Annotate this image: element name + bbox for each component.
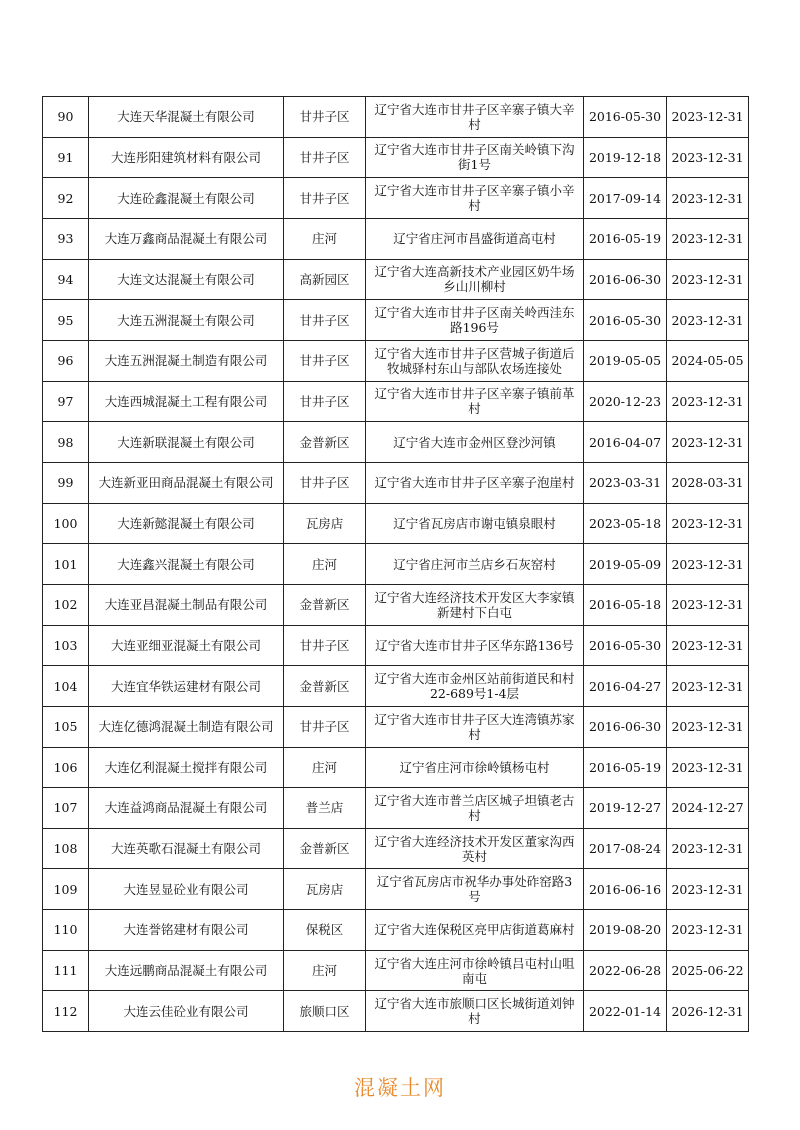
row-number-cell: 101 <box>43 544 89 585</box>
company-name-cell: 大连彤阳建筑材料有限公司 <box>89 137 284 178</box>
district-cell: 甘井子区 <box>284 625 366 666</box>
row-number-cell: 99 <box>43 462 89 503</box>
end-date-cell: 2028-03-31 <box>667 462 749 503</box>
address-cell: 辽宁省大连保税区亮甲店街道葛麻村 <box>366 910 584 951</box>
address-cell: 辽宁省大连市甘井子区辛寨子镇小辛村 <box>366 178 584 219</box>
district-cell: 庄河 <box>284 747 366 788</box>
end-date-cell: 2025-06-22 <box>667 950 749 991</box>
row-number-cell: 90 <box>43 97 89 138</box>
district-cell: 高新园区 <box>284 259 366 300</box>
address-cell: 辽宁省庄河市徐岭镇杨屯村 <box>366 747 584 788</box>
end-date-cell: 2023-12-31 <box>667 137 749 178</box>
company-name-cell: 大连新联混凝土有限公司 <box>89 422 284 463</box>
district-cell: 甘井子区 <box>284 300 366 341</box>
table-row <box>43 747 749 788</box>
table-row <box>43 300 749 341</box>
company-name-cell: 大连亚细亚混凝土有限公司 <box>89 625 284 666</box>
row-number-cell: 106 <box>43 747 89 788</box>
company-name-cell: 大连天华混凝土有限公司 <box>89 97 284 138</box>
table-row <box>43 178 749 219</box>
company-name-cell: 大连昱显砼业有限公司 <box>89 869 284 910</box>
address-cell: 辽宁省大连庄河市徐岭镇吕屯村山咀南屯 <box>366 950 584 991</box>
district-cell: 甘井子区 <box>284 137 366 178</box>
watermark-text: 混凝土网 <box>354 1076 446 1100</box>
company-name-cell: 大连五洲混凝土制造有限公司 <box>89 340 284 381</box>
address-cell: 辽宁省大连市甘井子区辛寨子镇大辛村 <box>366 97 584 138</box>
start-date-cell: 2022-06-28 <box>584 950 667 991</box>
row-number-cell: 94 <box>43 259 89 300</box>
address-cell: 辽宁省庄河市昌盛街道高屯村 <box>366 218 584 259</box>
company-name-cell: 大连云佳砼业有限公司 <box>89 991 284 1032</box>
company-name-cell: 大连亚昌混凝土制品有限公司 <box>89 584 284 625</box>
district-cell: 普兰店 <box>284 788 366 829</box>
start-date-cell: 2016-06-30 <box>584 706 667 747</box>
table-row <box>43 625 749 666</box>
address-cell: 辽宁省大连市普兰店区城子坦镇老古村 <box>366 788 584 829</box>
company-name-cell: 大连鑫兴混凝土有限公司 <box>89 544 284 585</box>
address-cell: 辽宁省大连经济技术开发区大李家镇新建村下白屯 <box>366 584 584 625</box>
row-number-cell: 108 <box>43 828 89 869</box>
end-date-cell: 2023-12-31 <box>667 828 749 869</box>
table-row <box>43 137 749 178</box>
table-row <box>43 259 749 300</box>
end-date-cell: 2024-12-27 <box>667 788 749 829</box>
company-name-cell: 大连五洲混凝土有限公司 <box>89 300 284 341</box>
table-row <box>43 666 749 707</box>
start-date-cell: 2016-06-16 <box>584 869 667 910</box>
table-row <box>43 462 749 503</box>
row-number-cell: 92 <box>43 178 89 219</box>
end-date-cell: 2023-12-31 <box>667 178 749 219</box>
row-number-cell: 110 <box>43 910 89 951</box>
district-cell: 金普新区 <box>284 666 366 707</box>
table-row <box>43 910 749 951</box>
end-date-cell: 2023-12-31 <box>667 910 749 951</box>
address-cell: 辽宁省大连市甘井子区营城子街道后牧城驿村东山与部队农场连接处 <box>366 340 584 381</box>
start-date-cell: 2019-05-09 <box>584 544 667 585</box>
end-date-cell: 2023-12-31 <box>667 218 749 259</box>
table-row <box>43 828 749 869</box>
row-number-cell: 98 <box>43 422 89 463</box>
district-cell: 庄河 <box>284 950 366 991</box>
company-name-cell: 大连砼鑫混凝土有限公司 <box>89 178 284 219</box>
row-number-cell: 100 <box>43 503 89 544</box>
row-number-cell: 103 <box>43 625 89 666</box>
end-date-cell: 2023-12-31 <box>667 259 749 300</box>
start-date-cell: 2017-08-24 <box>584 828 667 869</box>
start-date-cell: 2019-05-05 <box>584 340 667 381</box>
district-cell: 庄河 <box>284 544 366 585</box>
company-name-cell: 大连新懿混凝土有限公司 <box>89 503 284 544</box>
table-row <box>43 788 749 829</box>
table-row <box>43 544 749 585</box>
table-row <box>43 584 749 625</box>
address-cell: 辽宁省大连市甘井子区南关岭西洼东路196号 <box>366 300 584 341</box>
end-date-cell: 2023-12-31 <box>667 666 749 707</box>
district-cell: 甘井子区 <box>284 381 366 422</box>
district-cell: 保税区 <box>284 910 366 951</box>
table-row <box>43 869 749 910</box>
table-row <box>43 503 749 544</box>
address-cell: 辽宁省大连市甘井子区大连湾镇苏家村 <box>366 706 584 747</box>
table-row <box>43 340 749 381</box>
start-date-cell: 2016-04-07 <box>584 422 667 463</box>
start-date-cell: 2019-12-27 <box>584 788 667 829</box>
address-cell: 辽宁省大连市甘井子区南关岭镇下沟街1号 <box>366 137 584 178</box>
district-cell: 甘井子区 <box>284 340 366 381</box>
row-number-cell: 96 <box>43 340 89 381</box>
end-date-cell: 2023-12-31 <box>667 584 749 625</box>
start-date-cell: 2019-08-20 <box>584 910 667 951</box>
row-number-cell: 105 <box>43 706 89 747</box>
address-cell: 辽宁省瓦房店市谢屯镇泉眼村 <box>366 503 584 544</box>
table-row <box>43 991 749 1032</box>
district-cell: 甘井子区 <box>284 462 366 503</box>
row-number-cell: 104 <box>43 666 89 707</box>
company-name-cell: 大连西城混凝土工程有限公司 <box>89 381 284 422</box>
address-cell: 辽宁省大连市甘井子区辛寨子泡崖村 <box>366 462 584 503</box>
end-date-cell: 2023-12-31 <box>667 869 749 910</box>
district-cell: 甘井子区 <box>284 178 366 219</box>
district-cell: 金普新区 <box>284 828 366 869</box>
address-cell: 辽宁省瓦房店市祝华办事处砟窑路3号 <box>366 869 584 910</box>
row-number-cell: 97 <box>43 381 89 422</box>
end-date-cell: 2026-12-31 <box>667 991 749 1032</box>
company-name-cell: 大连万鑫商品混凝土有限公司 <box>89 218 284 259</box>
end-date-cell: 2023-12-31 <box>667 503 749 544</box>
start-date-cell: 2016-05-19 <box>584 747 667 788</box>
table-row <box>43 950 749 991</box>
start-date-cell: 2019-12-18 <box>584 137 667 178</box>
company-name-cell: 大连新亚田商品混凝土有限公司 <box>89 462 284 503</box>
table-row <box>43 706 749 747</box>
company-name-cell: 大连亿德鸿混凝土制造有限公司 <box>89 706 284 747</box>
row-number-cell: 107 <box>43 788 89 829</box>
start-date-cell: 2016-05-30 <box>584 625 667 666</box>
start-date-cell: 2016-05-18 <box>584 584 667 625</box>
row-number-cell: 102 <box>43 584 89 625</box>
end-date-cell: 2023-12-31 <box>667 422 749 463</box>
company-name-cell: 大连远鹏商品混凝土有限公司 <box>89 950 284 991</box>
end-date-cell: 2023-12-31 <box>667 300 749 341</box>
end-date-cell: 2023-12-31 <box>667 97 749 138</box>
district-cell: 瓦房店 <box>284 869 366 910</box>
address-cell: 辽宁省大连市甘井子区辛寨子镇前革村 <box>366 381 584 422</box>
start-date-cell: 2017-09-14 <box>584 178 667 219</box>
end-date-cell: 2023-12-31 <box>667 706 749 747</box>
address-cell: 辽宁省大连经济技术开发区董家沟西英村 <box>366 828 584 869</box>
row-number-cell: 112 <box>43 991 89 1032</box>
end-date-cell: 2023-12-31 <box>667 381 749 422</box>
company-name-cell: 大连誉铭建材有限公司 <box>89 910 284 951</box>
row-number-cell: 95 <box>43 300 89 341</box>
start-date-cell: 2023-05-18 <box>584 503 667 544</box>
start-date-cell: 2016-05-30 <box>584 300 667 341</box>
table-body <box>43 97 749 1032</box>
table-row <box>43 381 749 422</box>
table-row <box>43 218 749 259</box>
table-row <box>43 97 749 138</box>
start-date-cell: 2016-06-30 <box>584 259 667 300</box>
district-cell: 瓦房店 <box>284 503 366 544</box>
end-date-cell: 2023-12-31 <box>667 747 749 788</box>
company-name-cell: 大连宜华铁运建材有限公司 <box>89 666 284 707</box>
table-row <box>43 422 749 463</box>
company-name-cell: 大连文达混凝土有限公司 <box>89 259 284 300</box>
end-date-cell: 2023-12-31 <box>667 544 749 585</box>
company-name-cell: 大连英歌石混凝土有限公司 <box>89 828 284 869</box>
address-cell: 辽宁省大连市旅顺口区长城街道刘钟村 <box>366 991 584 1032</box>
row-number-cell: 111 <box>43 950 89 991</box>
row-number-cell: 91 <box>43 137 89 178</box>
district-cell: 金普新区 <box>284 422 366 463</box>
start-date-cell: 2016-05-30 <box>584 97 667 138</box>
address-cell: 辽宁省大连市甘井子区华东路136号 <box>366 625 584 666</box>
address-cell: 辽宁省大连市金州区登沙河镇 <box>366 422 584 463</box>
address-cell: 辽宁省庄河市兰店乡石灰窑村 <box>366 544 584 585</box>
district-cell: 旅顺口区 <box>284 991 366 1032</box>
company-name-cell: 大连益鸿商品混凝土有限公司 <box>89 788 284 829</box>
district-cell: 金普新区 <box>284 584 366 625</box>
end-date-cell: 2023-12-31 <box>667 625 749 666</box>
company-name-cell: 大连亿利混凝土搅拌有限公司 <box>89 747 284 788</box>
row-number-cell: 109 <box>43 869 89 910</box>
start-date-cell: 2023-03-31 <box>584 462 667 503</box>
address-cell: 辽宁省大连市金州区站前街道民和村22-689号1-4层 <box>366 666 584 707</box>
district-cell: 甘井子区 <box>284 706 366 747</box>
row-number-cell: 93 <box>43 218 89 259</box>
start-date-cell: 2022-01-14 <box>584 991 667 1032</box>
end-date-cell: 2024-05-05 <box>667 340 749 381</box>
district-cell: 庄河 <box>284 218 366 259</box>
district-cell: 甘井子区 <box>284 97 366 138</box>
address-cell: 辽宁省大连高新技术产业园区奶牛场乡山川柳村 <box>366 259 584 300</box>
start-date-cell: 2016-05-19 <box>584 218 667 259</box>
start-date-cell: 2016-04-27 <box>584 666 667 707</box>
company-table <box>42 96 749 1032</box>
start-date-cell: 2020-12-23 <box>584 381 667 422</box>
